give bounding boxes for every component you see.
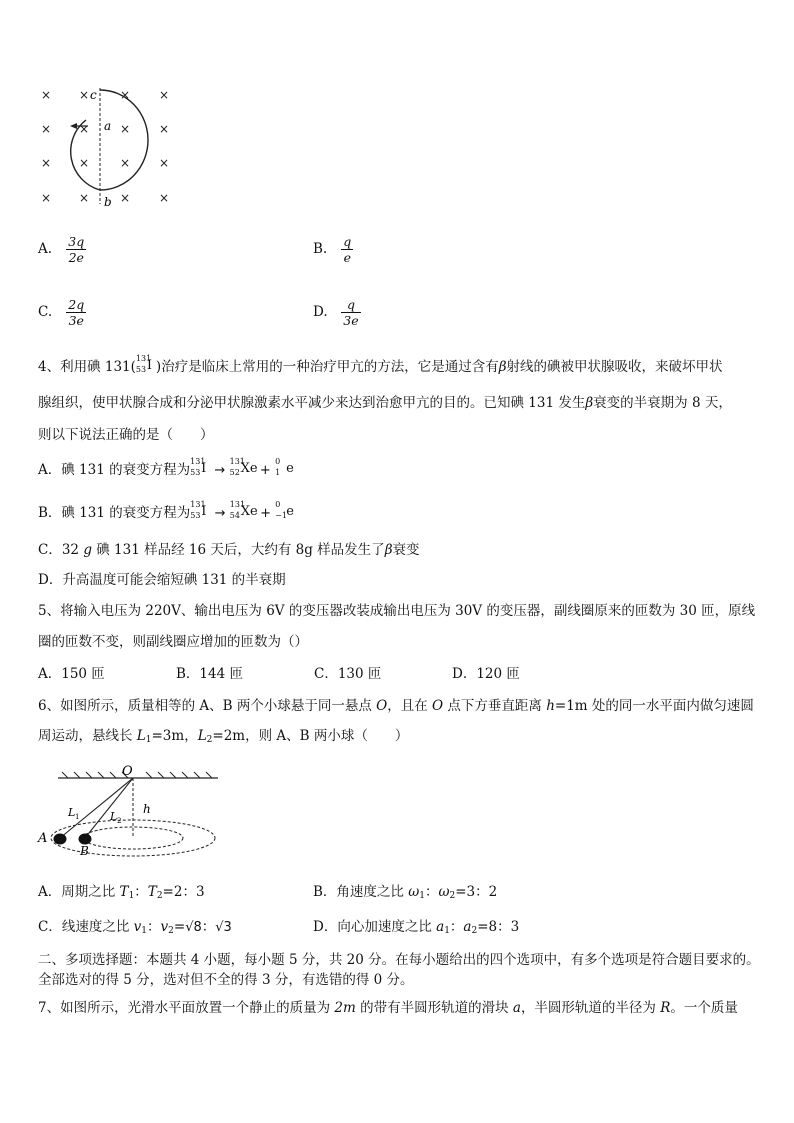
q5-stem-line2: 圈的匝数不变，则副线圈应增加的匝数为（） — [38, 634, 308, 650]
cross-mark: × — [159, 156, 170, 170]
cross-mark: × — [79, 122, 90, 136]
q4-option-c[interactable]: C．32 g 碘 131 样品经 16 天后，大约有 8g 样品发生了β衰变 — [38, 542, 420, 558]
q4-option-b[interactable]: B．碘 131 的衰变方程为 131 53 I → 131 54 Xe + 0 −1 e — [38, 500, 294, 521]
section2-heading-line1: 二、多项选择题：本题共 4 小题，每小题 5 分，共 20 分。在每小题给出的四个选项中，有多个选项是符合题目要求的。 — [38, 952, 760, 968]
cross-mark: × — [120, 191, 131, 205]
q6-option-b[interactable]: B．角速度之比 $\omega_1$：$\omega_2=3$：2 — [313, 884, 498, 901]
label-a: a — [104, 119, 112, 133]
q4-stem-line3: 则以下说法正确的是（ ） — [38, 427, 214, 443]
label-c: c — [90, 88, 97, 102]
cross-mark: × — [120, 122, 131, 136]
label-h: h — [143, 802, 151, 816]
label-b: b — [104, 195, 112, 209]
q4-stem-line2: 腺组织，使甲状腺合成和分泌甲状腺激素水平减少来达到治愈甲亢的目的。已知碘 131 发生β衰变的半衰期为 8 天， — [38, 395, 732, 411]
cross-mark: × — [41, 156, 52, 170]
q5-option-c[interactable]: C．130 匝 — [314, 666, 382, 682]
q5-option-b[interactable]: B．144 匝 — [176, 666, 243, 682]
label-A: A — [38, 831, 48, 846]
q4-option-a[interactable]: A．碘 131 的衰变方程为 131 53 I → 131 52 Xe + 0 1 e — [38, 457, 294, 478]
cross-mark: × — [79, 191, 90, 205]
label-B: B — [80, 844, 89, 858]
fraction: $\frac{q}{e}$ — [343, 234, 352, 265]
ball-A — [54, 834, 67, 845]
string-L2 — [85, 778, 133, 838]
cross-mark: × — [159, 191, 170, 205]
q6-option-d[interactable]: D．向心加速度之比 $a_1$：$a_2=8$：3 — [313, 919, 520, 936]
label-L1-sub: 1 — [75, 813, 80, 821]
fraction: $\frac{q}{3e}$ — [343, 297, 359, 328]
q5-option-a[interactable]: A．150 匝 — [38, 666, 105, 682]
option-label: C. — [38, 304, 53, 320]
q6-option-a[interactable]: A．周期之比 $T_1$：$T_2=2$：3 — [38, 884, 205, 901]
cross-mark: × — [79, 156, 90, 170]
option-label: B. — [313, 241, 328, 257]
label-L2: L — [110, 810, 118, 823]
section2-heading-line2: 全部选对的得 5 分，选对但不全的得 3 分，有选错的得 0 分。 — [38, 972, 414, 988]
q6-stem-line2: 周运动，悬线长 $L_1=3m$，$L_2=2m$，则 A、B 两小球（ ） — [38, 728, 409, 745]
iodine-nuclide: 131 53 I — [135, 354, 153, 374]
cross-mark: × — [41, 122, 52, 136]
cross-mark: × — [159, 88, 170, 102]
circular-path — [71, 90, 148, 190]
q4-stem-line1: 4、利用碘 131( 131 53 I )治疗是临床上常用的一种治疗甲亢的方法，它是通过含有β射线的碘被甲状腺吸收，来破坏甲状 — [38, 354, 723, 375]
option-label: D. — [313, 304, 328, 320]
field-crosses — [41, 88, 169, 205]
cross-mark: × — [159, 122, 170, 136]
q3-option-c[interactable] — [38, 297, 86, 328]
q5-option-d[interactable]: D．120 匝 — [452, 666, 520, 682]
cross-mark: × — [120, 156, 131, 170]
q6-option-c[interactable]: C．线速度之比 $v_1$：$v_2=√8$：√3 — [38, 919, 232, 936]
q5-stem-line1: 5、将输入电压为 220V、输出电压为 6V 的变压器改装成输出电压为 30V 的变压器，副线圈原来的匝数为 30 匝，原线 — [38, 603, 756, 619]
cross-mark: × — [41, 191, 52, 205]
option-label: A. — [38, 241, 53, 257]
label-O: O — [122, 764, 133, 779]
q3-option-d[interactable] — [313, 297, 361, 328]
cross-mark: × — [41, 88, 52, 102]
arrow-head — [70, 123, 77, 129]
q4-option-d[interactable]: D．升高温度可能会缩短碘 131 的半衰期 — [38, 572, 286, 588]
cross-mark: × — [120, 88, 131, 102]
q6-stem-line1: 6、如图所示，质量相等的 A、B 两个小球悬于同一悬点 O，且在 O 点下方垂直距离 h=1m 处的同一水平面内做匀速圆 — [38, 698, 754, 714]
q3-option-a[interactable] — [38, 234, 86, 265]
q3-option-b[interactable] — [313, 234, 353, 265]
fraction: $\frac{3q}{2e}$ — [68, 234, 85, 265]
fraction: $\frac{2q}{3e}$ — [68, 297, 85, 328]
magnetic-field-figure — [30, 82, 190, 212]
ball-B — [79, 834, 92, 845]
q7-stem-line1: 7、如图所示，光滑水平面放置一个静止的质量为 2m 的带有半圆形轨道的滑块 a，半圆形轨道的半径为 R。一个质量 — [38, 1000, 738, 1016]
label-L2-sub: 2 — [117, 817, 122, 825]
cross-mark: × — [79, 88, 90, 102]
ceiling-hatch — [62, 772, 212, 778]
label-L1: L — [68, 806, 76, 819]
conical-pendulum-figure — [36, 760, 226, 860]
